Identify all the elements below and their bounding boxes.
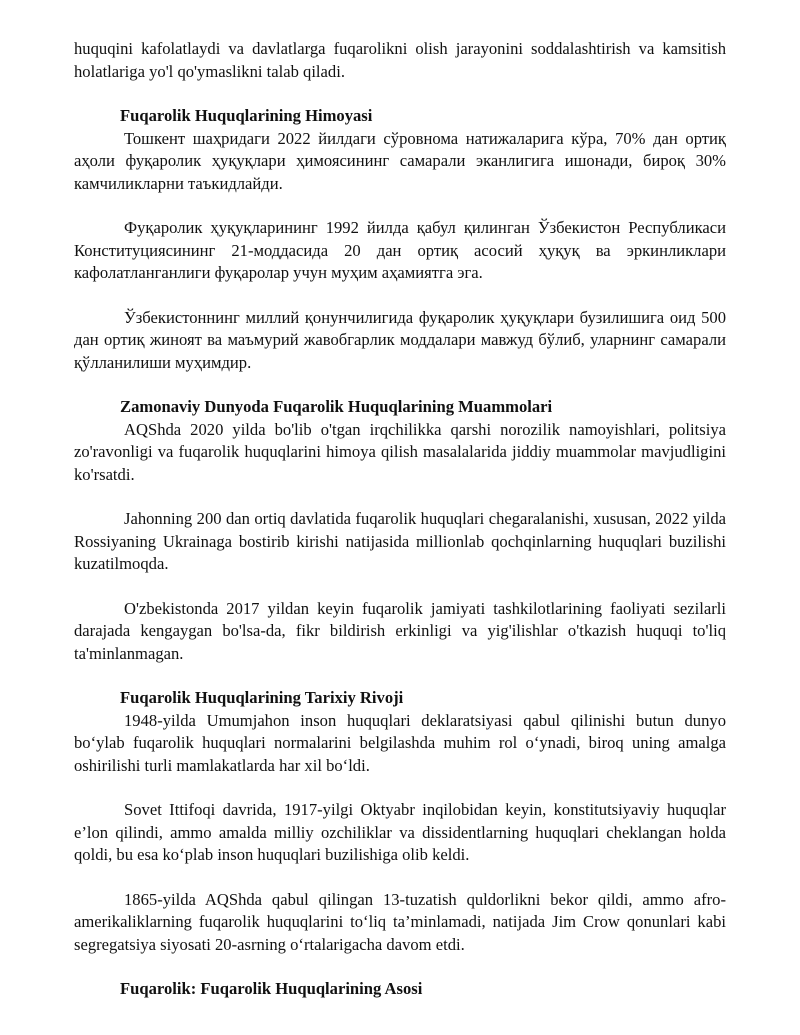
- paragraph-continued: huquqini kafolatlaydi va davlatlarga fuqarolikni olish jarayonini soddalashtirish va kamsitish holatlariga yo'l qo'ymaslikni talab qiladi.: [74, 39, 726, 81]
- paragraph: O'zbekistonda 2017 yildan keyin fuqarolik jamiyati tashkilotlarining faoliyati sezilarli darajada kengaygan bo'lsa-da, fikr bildirish erkinligi va yig'ilishlar o'tkazish huquqi to'liq ta'minlanmagan.: [74, 598, 726, 663]
- paragraph: Тошкент шаҳридаги 2022 йилдаги сўровнома натижаларига кўра, 70% дан ортиқ аҳоли фуқаролик ҳуқуқлари ҳимоясининг самарали эканлигига ишонади, бироқ 30% камчиликларни таъкидлайди.: [74, 128, 726, 193]
- section-heading-muammolari: Zamonaviy Dunyoda Fuqarolik Huquqlarining Muammolari: [120, 397, 553, 416]
- section-heading-asosi: Fuqarolik: Fuqarolik Huquqlarining Asosi: [120, 979, 423, 998]
- paragraph: Jahonning 200 dan ortiq davlatida fuqarolik huquqlari chegaralanishi, xususan, 2022 yilda Rossiyaning Ukrainaga bostirib kirishi natijasida millionlab qochqinlarning huquqlari buzilishi kuzatilmoqda.: [74, 509, 726, 573]
- paragraph: Фуқаролик ҳуқуқларининг 1992 йилда қабул қилинган Ўзбекистон Республикаси Конституциясининг 21-моддасида 20 дан ортиқ асосий ҳуқуқ ва эркинликлари кафолатланганлиги фуқаролар учун муҳим аҳамиятга эга.: [74, 218, 726, 282]
- paragraph: Sovet Ittifoqi davrida, 1917-yilgi Oktyabr inqilobidan keyin, konstitutsiyaviy huquqlar e’lon qilindi, ammo amalda milliy ozchiliklar va dissidentlarning huquqlari cheklangan holda qoldi, bu esa ko‘plab inson huquqlari buzilishiga olib keldi.: [74, 800, 726, 864]
- paragraph: 1948-yilda Umumjahon inson huquqlari deklaratsiyasi qabul qilinishi butun dunyo bo‘ylab fuqarolik huquqlari normalarini belgilashda muhim rol o‘ynadi, biroq uning amalga oshirilishi turli mamlakatlarda har xil bo‘ldi.: [74, 710, 726, 775]
- paragraph: AQShda 2020 yilda bo'lib o'tgan irqchilikka qarshi norozilik namoyishlari, politsiya zo'ravonligi va fuqarolik huquqlarini himoya qilish masalalarida jiddiy muammolar mavjudligini ko'rsatdi.: [74, 419, 726, 484]
- paragraph: 1865-yilda AQShda qabul qilingan 13-tuzatish quldorlikni bekor qildi, ammo afro-amerikaliklarning fuqarolik huquqlarini to‘liq ta’minlamadi, natijada Jim Crow qonunlari kabi segregatsiya siyosati 20-asrning o‘rtalarigacha davom etdi.: [74, 889, 726, 954]
- section-heading-himoyasi: Fuqarolik Huquqlarining Himoyasi: [120, 106, 373, 125]
- section-heading-tarixiy-rivoji: Fuqarolik Huquqlarining Tarixiy Rivoji: [120, 688, 404, 707]
- paragraph: Ўзбекистоннинг миллий қонунчилигида фуқаролик ҳуқуқлари бузилишига оид 500 дан ортиқ жиноят ва маъмурий жавобгарлик моддалари мавжуд бўлиб, уларнинг самарали қўлланилиши муҳимдир.: [74, 307, 726, 372]
